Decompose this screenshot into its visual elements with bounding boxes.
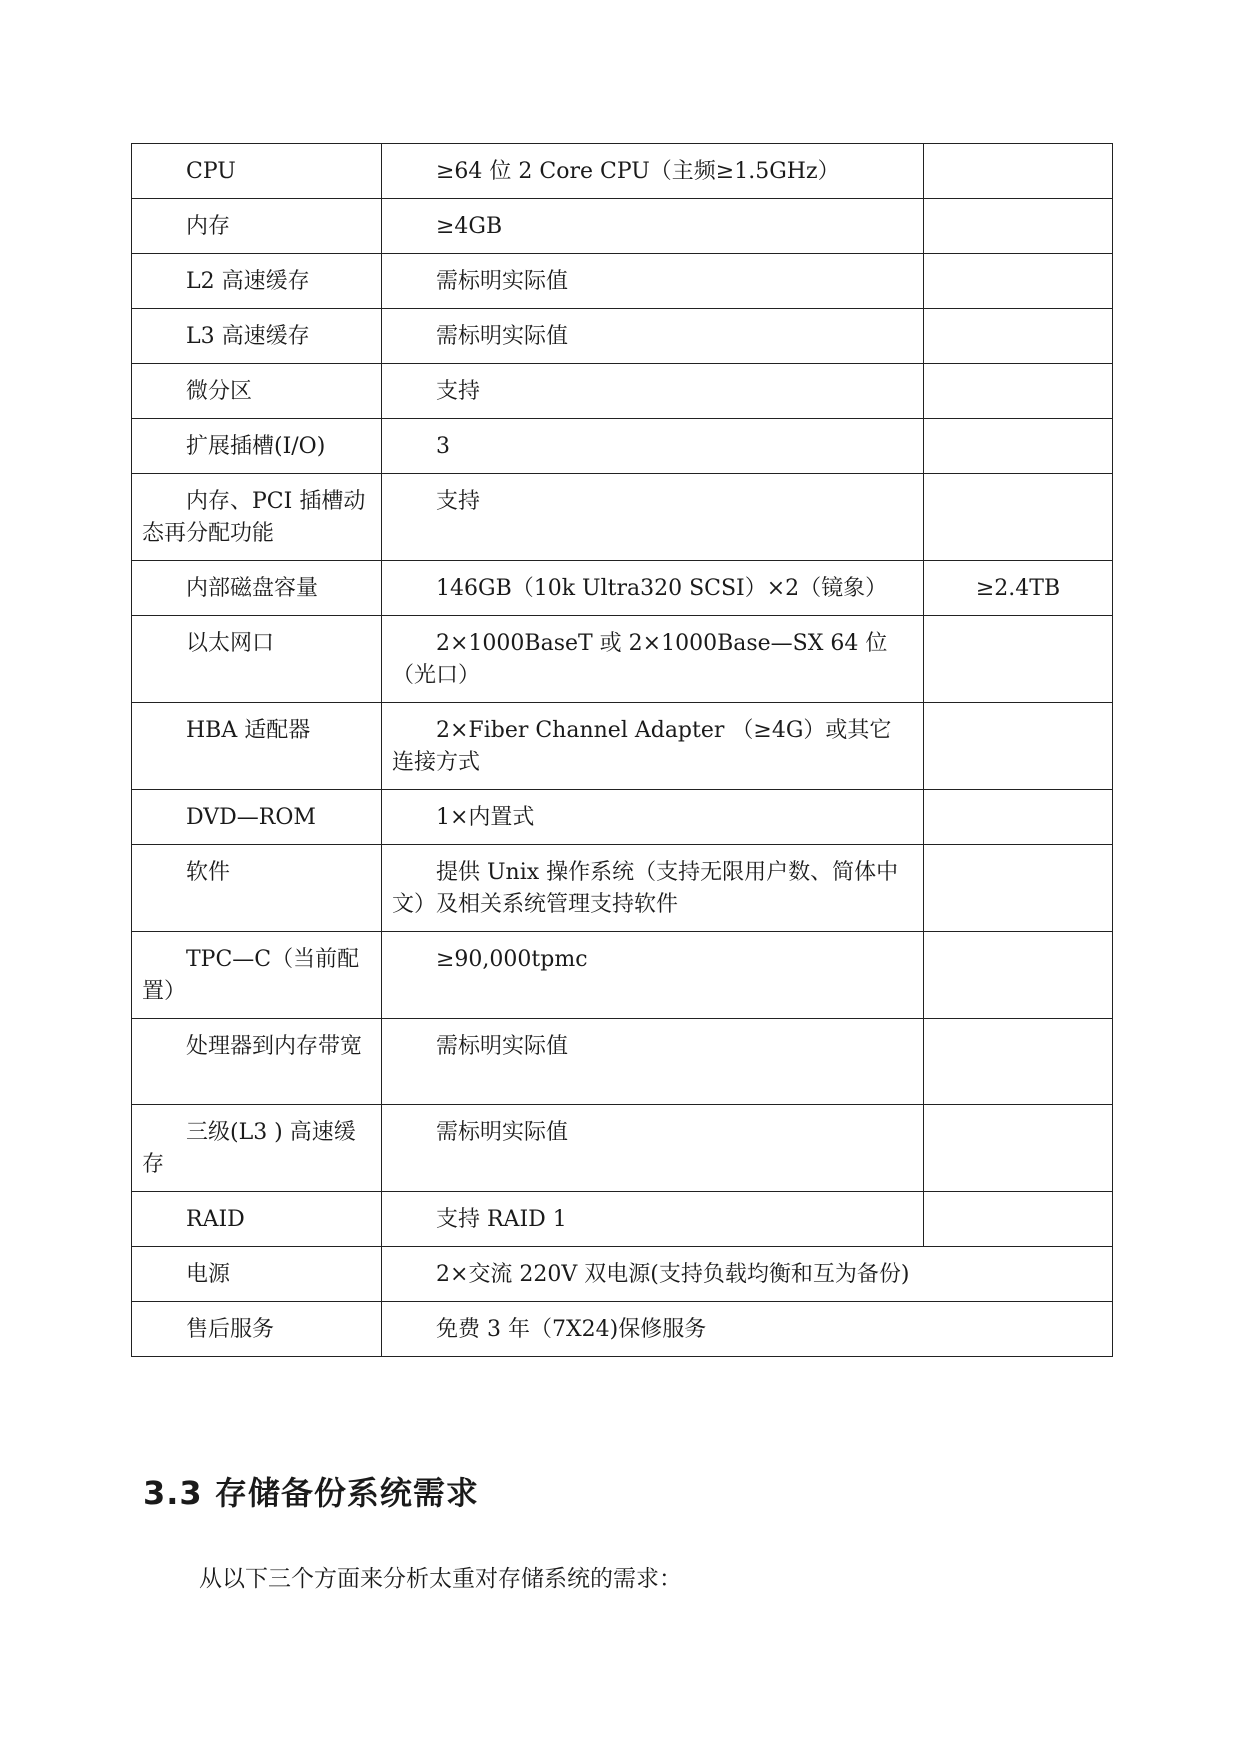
- table-row: [132, 703, 1113, 790]
- spec-value-cell: 1×内置式: [382, 790, 924, 845]
- table-row: [132, 1019, 1113, 1105]
- table-row: [132, 199, 1113, 254]
- spec-note-cell: [924, 474, 1113, 561]
- spec-value-cell: 146GB（10k Ultra320 SCSI）×2（镜象）: [382, 561, 924, 616]
- spec-note-cell: [924, 845, 1113, 932]
- table-row: [132, 364, 1113, 419]
- spec-name-cell: 内存: [132, 199, 382, 254]
- table-row: [132, 561, 1113, 616]
- spec-note-cell: [924, 1105, 1113, 1192]
- spec-table: [131, 143, 1113, 1357]
- intro-paragraph: 从以下三个方面来分析太重对存储系统的需求：: [199, 1566, 682, 1592]
- spec-name-cell: 微分区: [132, 364, 382, 419]
- spec-note-cell: [924, 1192, 1113, 1247]
- spec-note-cell: [924, 1019, 1113, 1105]
- table-row: [132, 1192, 1113, 1247]
- spec-name-cell: HBA 适配器: [132, 703, 382, 790]
- table-row: [132, 932, 1113, 1019]
- table-row: [132, 254, 1113, 309]
- table-row: [132, 1247, 1113, 1302]
- table-row: [132, 309, 1113, 364]
- spec-note-cell: [924, 703, 1113, 790]
- spec-name-cell: 软件: [132, 845, 382, 932]
- spec-name-cell: 处理器到内存带宽: [132, 1019, 382, 1105]
- table-row: [132, 1105, 1113, 1192]
- table-row: [132, 1302, 1113, 1357]
- table-row: [132, 845, 1113, 932]
- spec-note-cell: [924, 144, 1113, 199]
- spec-value-cell: ≥64 位 2 Core CPU（主频≥1.5GHz）: [382, 144, 924, 199]
- spec-value-cell: 支持: [382, 364, 924, 419]
- spec-name-cell: 内部磁盘容量: [132, 561, 382, 616]
- spec-name-cell: 内存、PCI 插槽动态再分配功能: [132, 474, 382, 561]
- spec-value-cell: 2×交流 220V 双电源(支持负载均衡和互为备份): [382, 1247, 1113, 1302]
- spec-note-cell: [924, 932, 1113, 1019]
- spec-name-cell: CPU: [132, 144, 382, 199]
- section-heading: 3.3 存储备份系统需求: [143, 1474, 479, 1512]
- table-row: [132, 474, 1113, 561]
- spec-name-cell: L3 高速缓存: [132, 309, 382, 364]
- table-row: [132, 419, 1113, 474]
- spec-value-cell: 2×Fiber Channel Adapter （≥4G）或其它连接方式: [382, 703, 924, 790]
- spec-name-cell: L2 高速缓存: [132, 254, 382, 309]
- spec-note-cell: [924, 364, 1113, 419]
- table-row: [132, 790, 1113, 845]
- spec-note-cell: [924, 419, 1113, 474]
- spec-name-cell: 扩展插槽(I/O): [132, 419, 382, 474]
- spec-name-cell: 三级(L3 ) 高速缓存: [132, 1105, 382, 1192]
- spec-value-cell: 需标明实际值: [382, 1019, 924, 1105]
- spec-note-cell: [924, 309, 1113, 364]
- spec-value-cell: 需标明实际值: [382, 254, 924, 309]
- spec-value-cell: 支持: [382, 474, 924, 561]
- spec-value-cell: 提供 Unix 操作系统（支持无限用户数、简体中文）及相关系统管理支持软件: [382, 845, 924, 932]
- spec-name-cell: TPC—C（当前配置）: [132, 932, 382, 1019]
- spec-value-cell: ≥4GB: [382, 199, 924, 254]
- spec-note-cell: [924, 254, 1113, 309]
- spec-note-cell: [924, 199, 1113, 254]
- spec-value-cell: 支持 RAID 1: [382, 1192, 924, 1247]
- spec-note-cell: [924, 790, 1113, 845]
- table-row: [132, 616, 1113, 703]
- spec-value-cell: 需标明实际值: [382, 309, 924, 364]
- spec-name-cell: 电源: [132, 1247, 382, 1302]
- spec-value-cell: 2×1000BaseT 或 2×1000Base—SX 64 位（光口）: [382, 616, 924, 703]
- spec-value-cell: 免费 3 年（7X24)保修服务: [382, 1302, 1113, 1357]
- spec-name-cell: 以太网口: [132, 616, 382, 703]
- spec-table-body: [132, 144, 1113, 1357]
- spec-value-cell: 3: [382, 419, 924, 474]
- spec-name-cell: 售后服务: [132, 1302, 382, 1357]
- spec-value-cell: 需标明实际值: [382, 1105, 924, 1192]
- spec-note-cell: [924, 616, 1113, 703]
- table-row: [132, 144, 1113, 199]
- spec-name-cell: RAID: [132, 1192, 382, 1247]
- spec-name-cell: DVD—ROM: [132, 790, 382, 845]
- spec-note-cell: ≥2.4TB: [924, 561, 1113, 616]
- spec-value-cell: ≥90,000tpmc: [382, 932, 924, 1019]
